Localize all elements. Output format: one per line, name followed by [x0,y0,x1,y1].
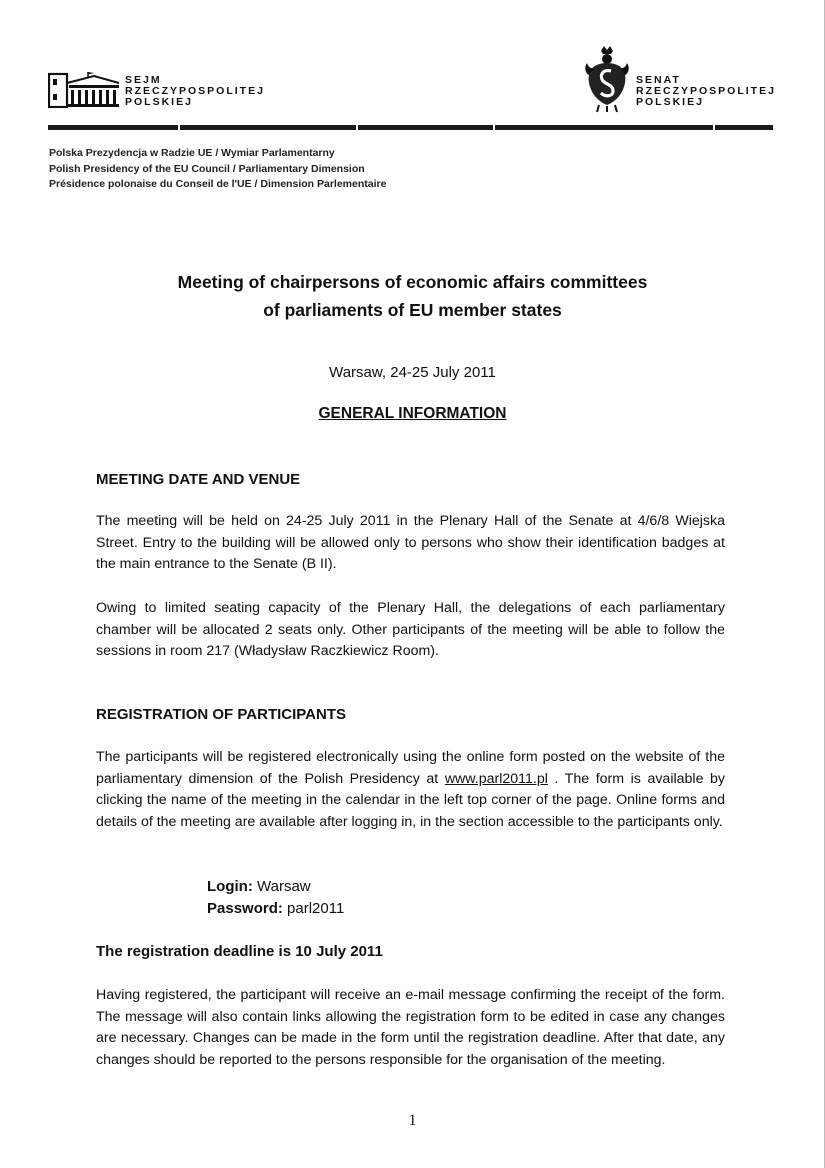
deadline-heading: The registration deadline is 10 July 2011 [96,943,383,960]
website-link[interactable]: www.parl2011.pl [444,770,548,787]
login-value: Warsaw [257,878,311,895]
senat-eagle-logo [583,45,633,113]
general-info-text: GENERAL INFORMATION [318,405,507,422]
sejm-logo [48,70,123,108]
login-label: Login: [207,878,253,895]
sejm-line-2: RZECZYPOSPOLITEJ [125,85,265,97]
presidency-line-pl: Polska Prezydencja w Radzie UE / Wymiar Parlamentarny [49,147,335,159]
registration-paragraph [96,747,725,833]
page-number: 1 [408,1112,417,1129]
registration-text-end: . The form is available by clicking the name of the meeting in the calendar in the left top corner of the page. Online forms and details of the meeting are available after logging in, in the section accessible to the participants only. [96,770,726,830]
senat-name [636,75,776,108]
sejm-line-3: POLSKIEJ [125,96,193,108]
password-label: Password: [207,900,283,917]
password-value: parl2011 [287,900,345,917]
registration-heading: REGISTRATION OF PARTICIPANTS [96,706,346,723]
registration-text-start: The participants will be registered electronically using the online form posted on the website of the parliamentary dimension of the Polish Presidency at [96,749,725,787]
document-title [0,268,825,324]
deadline-paragraph: Having registered, the participant will receive an e-mail message confirming the receipt of the form. The message will also contain links allowing the registration form to be edited in case any changes are necessary. Changes can be made in the form until the registration deadline. After that date, any changes should be reported to the persons responsible for the organisation of the meeting. [96,987,725,1068]
venue-paragraph-1: The meeting will be held on 24-25 July 2011 in the Plenary Hall of the Senate at 4/6/8 Wiejska Street. Entry to the building will be allowed only to persons who show their identification badges at the main entrance to the Senate (B II). [96,513,725,572]
general-info-heading [0,405,825,423]
eagle-emblem-icon [583,45,631,113]
senat-line-1: SENAT [636,74,681,86]
login-row [207,876,344,898]
sejm-name [125,75,265,108]
sejm-building-icon [48,70,120,108]
venue-heading: MEETING DATE AND VENUE [96,471,301,488]
venue-paragraph-2: Owing to limited seating capacity of the Plenary Hall, the delegations of each parliamentary chamber will be allocated 2 seats only. Other participants of the meeting will be able to follow the sessions in room 217 (Władysław Raczkiewicz Room). [96,600,725,659]
presidency-info [49,146,386,193]
senat-line-3: POLSKIEJ [636,96,704,108]
presidency-line-fr: Présidence polonaise du Conseil de l'UE / Dimension Parlementaire [49,178,387,190]
title-line-1: Meeting of chairpersons of economic affairs committees [177,272,648,292]
login-credentials [207,876,344,920]
title-line-2: of parliaments of EU member states [263,300,562,320]
senat-line-2: RZECZYPOSPOLITEJ [636,85,776,97]
header-rule [48,125,773,130]
sejm-line-1: SEJM [125,74,162,86]
presidency-line-en: Polish Presidency of the EU Council / Parliamentary Dimension [49,162,365,175]
password-row [207,898,344,920]
place-date: Warsaw, 24-25 July 2011 [329,364,496,381]
